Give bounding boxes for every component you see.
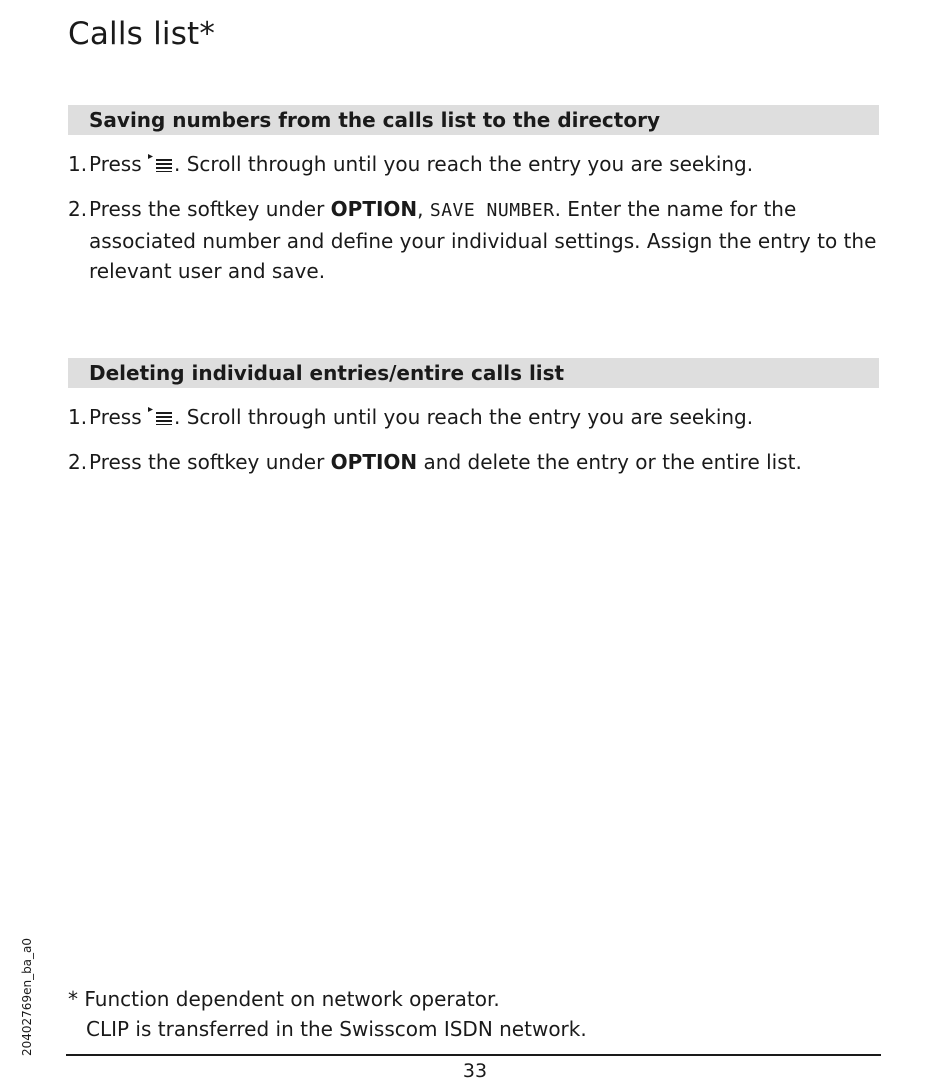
step-text-pre: Press <box>89 152 148 176</box>
step-text-post: and delete the entry or the entire list. <box>417 450 802 474</box>
step-number: 1. <box>68 152 88 176</box>
document-code: 20402769en_ba_a0 <box>20 937 34 1056</box>
step-text <box>89 447 878 477</box>
step-text-pre: Press <box>89 405 148 429</box>
softkey-option-label: OPTION <box>330 450 418 474</box>
step-text-post: . Scroll through until you reach the entry you are seeking. <box>174 405 754 429</box>
step-text <box>89 194 878 286</box>
step-number: 2. <box>68 197 88 221</box>
step-text <box>89 149 878 180</box>
step-save-1 <box>68 149 878 180</box>
step-delete-2 <box>68 447 878 477</box>
footnote-line-2: CLIP is transferred in the Swisscom ISDN network. <box>86 1017 587 1041</box>
footer-divider <box>66 1054 881 1056</box>
step-text <box>89 402 878 433</box>
menu-list-key-icon <box>148 403 174 433</box>
step-text-post: . Enter the name for the associated number and define your individual settings. Assign the entry to the relevant user and save. <box>89 197 877 283</box>
section-heading-deleting-entries: Deleting individual entries/entire calls list <box>68 358 879 388</box>
step-text-post: . Scroll through until you reach the entry you are seeking. <box>174 152 754 176</box>
step-number: 2. <box>68 450 88 474</box>
menu-list-key-icon <box>148 150 174 180</box>
page-title: Calls list* <box>68 16 216 52</box>
step-text-pre: Press the softkey under <box>89 450 331 474</box>
section-heading-saving-numbers: Saving numbers from the calls list to the directory <box>68 105 879 135</box>
step-save-2 <box>68 194 878 286</box>
display-text-save-number: SAVE NUMBER <box>429 200 555 221</box>
footnote-line-1: * Function dependent on network operator. <box>68 987 500 1011</box>
step-number: 1. <box>68 405 88 429</box>
footnote <box>68 984 878 1044</box>
page-number: 33 <box>462 1060 488 1082</box>
step-text-separator: , <box>417 197 430 221</box>
step-delete-1 <box>68 402 878 433</box>
softkey-option-label: OPTION <box>330 197 418 221</box>
step-text-pre: Press the softkey under <box>89 197 331 221</box>
